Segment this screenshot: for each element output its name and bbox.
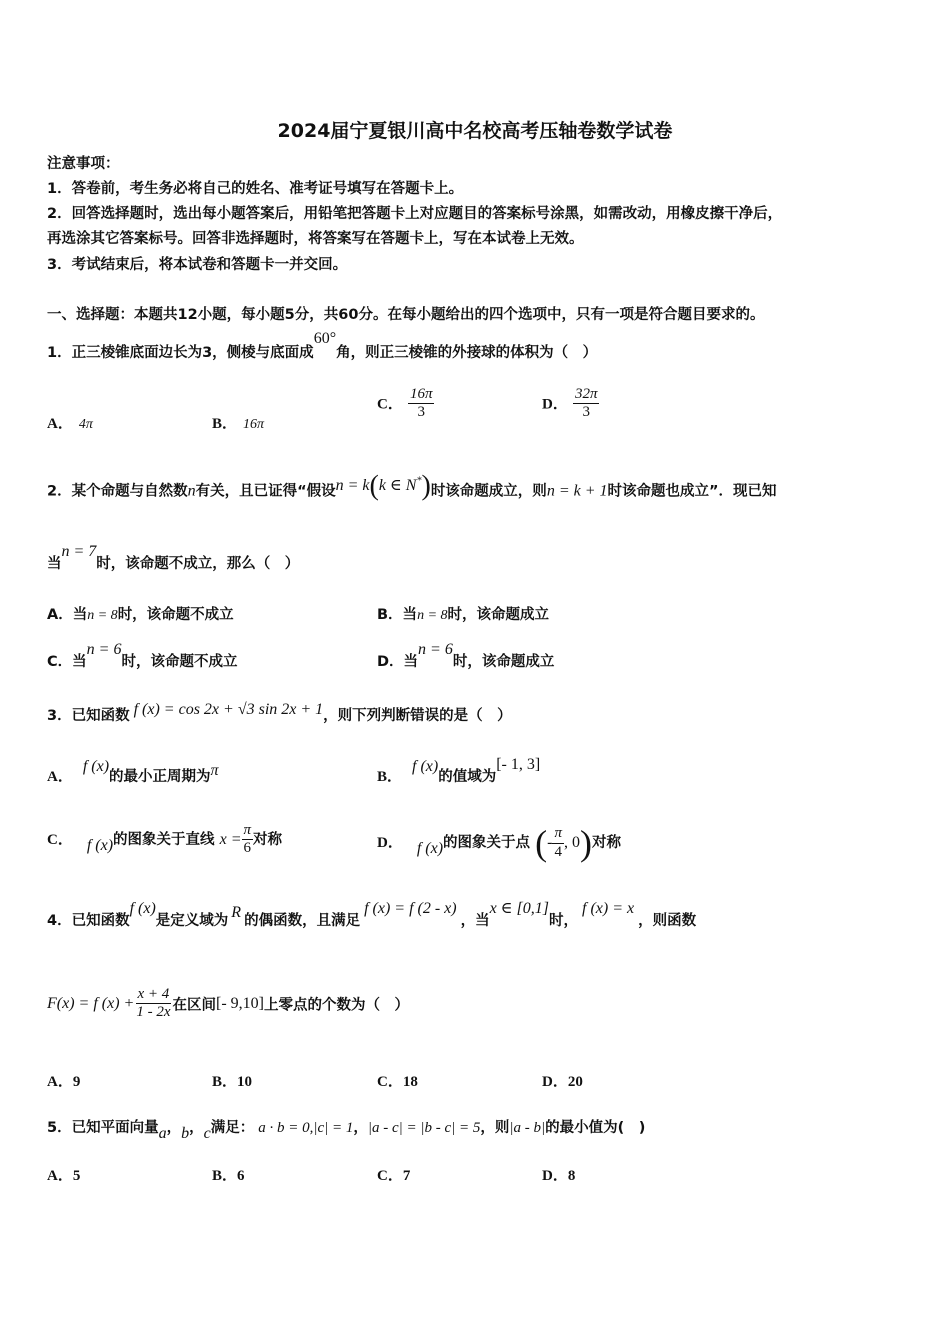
q3-option-a: [47, 758, 219, 786]
notice-heading: 注意事项：: [47, 156, 120, 172]
q5-cond2: |c| = 1: [313, 1120, 354, 1136]
q1-option-d-fraction: [573, 386, 600, 422]
q2-assumption: n = k(k ∈ N*): [335, 470, 431, 501]
q5-vec-c: c: [203, 1125, 211, 1142]
q1-d-den: 3: [582, 404, 590, 421]
q3-option-c-fraction: [242, 822, 254, 858]
q4-stem-c: 的偶函数，且满足: [244, 913, 361, 929]
q3-d-den: 4: [554, 843, 562, 860]
q3-option-d: D． f (x)的图象关于点 (- $\frac{\pi}{4}$ , 0)对称: [377, 823, 621, 863]
q5-stem-c: ，则: [480, 1120, 510, 1136]
q2-option-a-label: A．当: [47, 607, 88, 623]
q3-option-c-f: f (x): [86, 836, 114, 854]
q3-option-c-label: C．: [47, 831, 73, 848]
q1-option-d: [542, 386, 599, 422]
notice-item-3: 3．考试结束后，将本试卷和答题卡一并交回。: [47, 257, 348, 273]
q3-c-den: 6: [243, 840, 252, 857]
notice-item-2a: 2．回答选择题时，选出每小题答案后，用铅笔把答题卡上对应题目的答案标号涂黑，如需改动，用橡皮擦干净后，: [47, 206, 783, 222]
notice-item-1: 1．答卷前，考生务必将自己的姓名、准考证号填写在答题卡上。: [47, 181, 464, 197]
q1-option-a-label: A．: [47, 416, 73, 432]
q1-option-a: [47, 412, 93, 433]
q2-stem-d: 时该命题也成立”．现已知: [607, 483, 777, 500]
q4-stem-f: ，则函数: [638, 913, 697, 929]
q3-option-b-text: 的值域为: [438, 769, 497, 785]
q3-option-a-math: π: [210, 762, 219, 779]
section-heading: 一、选择题：本题共12小题，每小题5分，共60分。在每小题给出的四个选项中，只有一项是符合题目要求的。: [47, 307, 765, 323]
q5-target: |a - b|: [509, 1120, 546, 1136]
q1-option-b-label: B．: [212, 416, 238, 432]
q2-option-a: [47, 603, 234, 624]
q2-option-d: [377, 641, 555, 671]
q4-eq: f (x) = f (2 - x): [364, 900, 457, 917]
q5-sep3: ，: [353, 1120, 368, 1136]
q3-option-d-tail2: 对称: [591, 835, 621, 851]
q2-n: n: [187, 482, 196, 500]
q3-option-b-f: f (x): [412, 758, 439, 775]
q2-option-c-label: C．当: [47, 654, 87, 670]
q2-stem-b: 有关，且已证得“假设: [195, 483, 336, 500]
q1-option-d-label: D．: [542, 396, 568, 413]
question-5-stem: [47, 1116, 646, 1142]
q2-option-c: [47, 641, 238, 671]
q2-option-b-text: 时，该命题成立: [447, 607, 550, 623]
q3-option-a-f: f (x): [82, 758, 110, 775]
q2-line2-a: 当: [47, 556, 62, 572]
q2-option-c-math: n = 6: [86, 641, 122, 658]
q2-option-a-math: n = 8: [87, 608, 118, 623]
question-4-line2: [47, 986, 409, 1022]
q2-option-b-math: n = 8: [417, 608, 448, 623]
q5-vec-a: a: [158, 1125, 167, 1142]
q3-option-b: [377, 756, 541, 786]
question-2-stem: [47, 470, 777, 508]
q3-option-b-math: [- 1, 3]: [496, 756, 541, 773]
q2-line2-b: 时，该命题不成立，那么（ ）: [96, 556, 300, 572]
q4-stem-e: 时，: [549, 913, 579, 929]
q5-stem-d: 的最小值为( ): [545, 1120, 646, 1136]
q2-n7: n = 7: [61, 543, 97, 560]
q5-option-d: D．8: [542, 1168, 576, 1184]
q3-option-d-label: D．: [377, 835, 403, 851]
q2-option-d-text: 时，该命题成立: [452, 654, 555, 670]
question-1-stem: [47, 330, 598, 362]
q3-option-c-text: 的图象关于直线: [113, 831, 215, 848]
q4-f: f (x): [129, 900, 156, 917]
q5-option-b: B．6: [212, 1168, 245, 1184]
q3-option-d-minus: -: [547, 834, 553, 851]
q1-option-b-value: 16π: [243, 417, 265, 432]
q4-option-c: C．18: [377, 1074, 418, 1090]
q3-option-d-f: f (x): [416, 840, 444, 857]
q3-option-d-fraction: [552, 825, 564, 861]
q4-option-a: A．9: [47, 1074, 81, 1090]
notice-item-2b: 再选涂其它答案标号。回答非选择题时，将答案写在答题卡上，写在本试卷上无效。: [47, 231, 584, 247]
q4-stem-d: ，当: [460, 913, 490, 929]
q5-cond1: a · b = 0,: [258, 1120, 314, 1136]
q4-F-num: x + 4: [136, 986, 172, 1004]
q2-option-b: [377, 603, 549, 624]
q5-stem-a: 5．已知平面向量: [47, 1120, 159, 1136]
q5-option-a: A．5: [47, 1168, 81, 1184]
q3-d-num: π: [552, 825, 564, 843]
q5-option-c: C．7: [377, 1168, 411, 1184]
q4-stem-h: 上零点的个数为（ ）: [263, 997, 409, 1014]
q3-option-d-text: 的图象关于点: [443, 835, 531, 851]
q2-option-c-text: 时，该命题不成立: [121, 654, 238, 670]
q2-option-a-text: 时，该命题不成立: [117, 607, 234, 623]
question-4-stem: [47, 900, 697, 930]
q1-stem-a: 1．正三棱锥底面边长为3，侧棱与底面成: [47, 345, 314, 361]
q1-angle: 60°: [313, 330, 337, 347]
q3-function: f (x) = cos 2x + √3 sin 2x + 1: [133, 701, 324, 718]
q2-stem-c: 时该命题成立，则: [430, 483, 547, 500]
q2-option-d-math: n = 6: [418, 641, 453, 658]
q2-option-b-label: B．当: [377, 607, 418, 623]
q3-option-c: [47, 822, 282, 858]
q4-option-b: B．10: [212, 1074, 253, 1090]
q1-option-c-fraction: [408, 386, 435, 422]
q2-option-d-label: D．当: [377, 654, 419, 670]
q4-F: F(x) = f (x) +: [47, 994, 135, 1012]
q4-R: R: [231, 904, 242, 921]
q2-cond: n = k: [335, 476, 370, 494]
q3-option-c-tail: 对称: [253, 831, 283, 848]
q2-cond-in: k ∈ N: [378, 476, 417, 494]
q4-F-fraction: [134, 986, 172, 1022]
q1-option-b: [212, 412, 264, 433]
q4-option-d: D．20: [542, 1074, 583, 1090]
q5-cond3: |a - c| = |b - c| = 5: [367, 1120, 481, 1136]
question-2-line2: [47, 543, 300, 573]
q5-sep1: ，: [166, 1120, 182, 1136]
q3-stem-a: 3．已知函数: [47, 708, 130, 724]
q5-vec-b: b: [181, 1125, 190, 1142]
q3-stem-b: ，则下列判断错误的是（ ）: [323, 708, 512, 724]
q4-dom: x ∈ [0,1]: [489, 900, 550, 917]
q1-option-a-value: 4π: [78, 417, 93, 432]
q4-stem-a: 4．已知函数: [47, 913, 130, 929]
q4-stem-b: 是定义域为: [155, 913, 229, 929]
q4-fx: f (x) = x: [582, 900, 635, 917]
question-3-stem: [47, 701, 512, 725]
q3-option-a-text: 的最小正周期为: [109, 769, 211, 785]
q4-F-den: 1 - 2x: [136, 1004, 171, 1021]
q1-c-num: 16π: [408, 386, 435, 404]
q1-d-num: 32π: [573, 386, 600, 404]
q3-option-c-x: x =: [219, 830, 242, 848]
q2-stem-a: 2．某个命题与自然数: [47, 483, 188, 500]
q3-c-num: π: [242, 822, 254, 840]
q1-option-c-label: C．: [377, 396, 403, 413]
q3-option-d-tail: , 0: [563, 834, 580, 851]
q4-interval: [- 9,10]: [215, 994, 264, 1012]
q2-star: *: [416, 475, 422, 487]
q5-sep2: ，: [189, 1120, 204, 1136]
q5-stem-b: 满足：: [210, 1120, 255, 1136]
q3-option-b-label: B．: [377, 769, 403, 785]
q3-option-a-label: A．: [47, 769, 73, 785]
q2-next: n = k + 1: [546, 482, 608, 500]
q4-stem-g: 在区间: [172, 997, 216, 1014]
q1-c-den: 3: [417, 404, 425, 421]
page-title: 2024届宁夏银川高中名校高考压轴卷数学试卷: [277, 120, 673, 142]
q1-option-c: [377, 386, 434, 422]
q1-stem-b: 角，则正三棱锥的外接球的体积为（ ）: [336, 345, 598, 361]
